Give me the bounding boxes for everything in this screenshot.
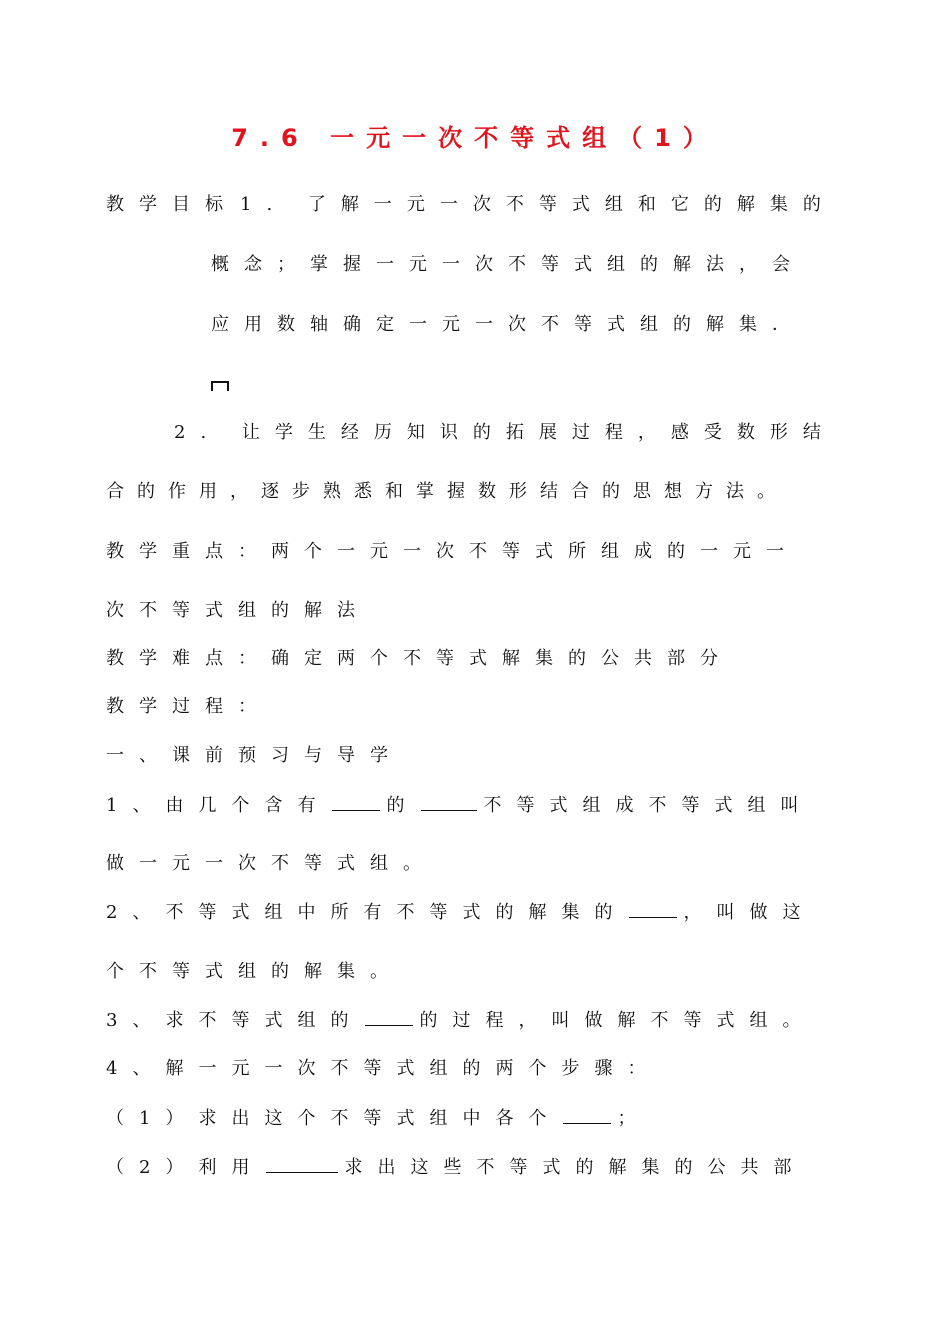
document-title: 7.6 一元一次不等式组（1） xyxy=(231,124,719,152)
stray-mark xyxy=(211,381,229,391)
objective-2-line-1: 2. 让学生经历知识的拓展过程，感受数形结 xyxy=(174,422,836,443)
question-1-line-2: 做一元一次不等式组。 xyxy=(106,853,436,874)
key-points-line-2: 次不等式组的解法 xyxy=(106,600,370,621)
key-points-line-1: 教学重点：两个一元一次不等式所组成的一元一 xyxy=(106,541,799,562)
fill-blank[interactable] xyxy=(332,793,380,811)
objectives-line-2: 概念；掌握一元一次不等式组的解法，会 xyxy=(211,254,805,275)
question-4-line: 4、解一元一次不等式组的两个步骤： xyxy=(106,1058,661,1079)
objective-1-text: 1. 了解一元一次不等式组和它的解集的 xyxy=(240,194,836,215)
section-1-heading: 一、课前预习与导学 xyxy=(106,745,403,766)
objectives-line-1 xyxy=(106,193,836,217)
question-2-line-1: 2、不等式组中所有不等式的解集的 ，叫做这 xyxy=(106,902,816,923)
fill-blank[interactable] xyxy=(266,1155,338,1173)
question-1-line-1: 1、由几个含有 的 不等式组成不等式组叫 xyxy=(106,795,814,816)
fill-blank[interactable] xyxy=(421,793,477,811)
objectives-label: 教学目标 xyxy=(106,194,238,215)
question-3-line: 3、求不等式组的 的过程，叫做解不等式组。 xyxy=(106,1010,816,1031)
fill-blank[interactable] xyxy=(563,1106,611,1124)
fill-blank[interactable] xyxy=(629,900,677,918)
objective-2-line-2: 合的作用，逐步熟悉和掌握数形结合的思想方法。 xyxy=(106,481,788,502)
step-2-line: （2）利用 求出这些不等式的解集的公共部 xyxy=(106,1157,807,1178)
step-1-line: （1）求出这个不等式组中各个 ； xyxy=(106,1108,651,1129)
objectives-line-3: 应用数轴确定一元一次不等式组的解集． xyxy=(211,314,805,335)
difficulty-line: 教学难点：确定两个不等式解集的公共部分 xyxy=(106,648,733,669)
fill-blank[interactable] xyxy=(365,1008,413,1026)
question-2-line-2: 个不等式组的解集。 xyxy=(106,961,403,982)
process-heading: 教学过程： xyxy=(106,696,271,717)
